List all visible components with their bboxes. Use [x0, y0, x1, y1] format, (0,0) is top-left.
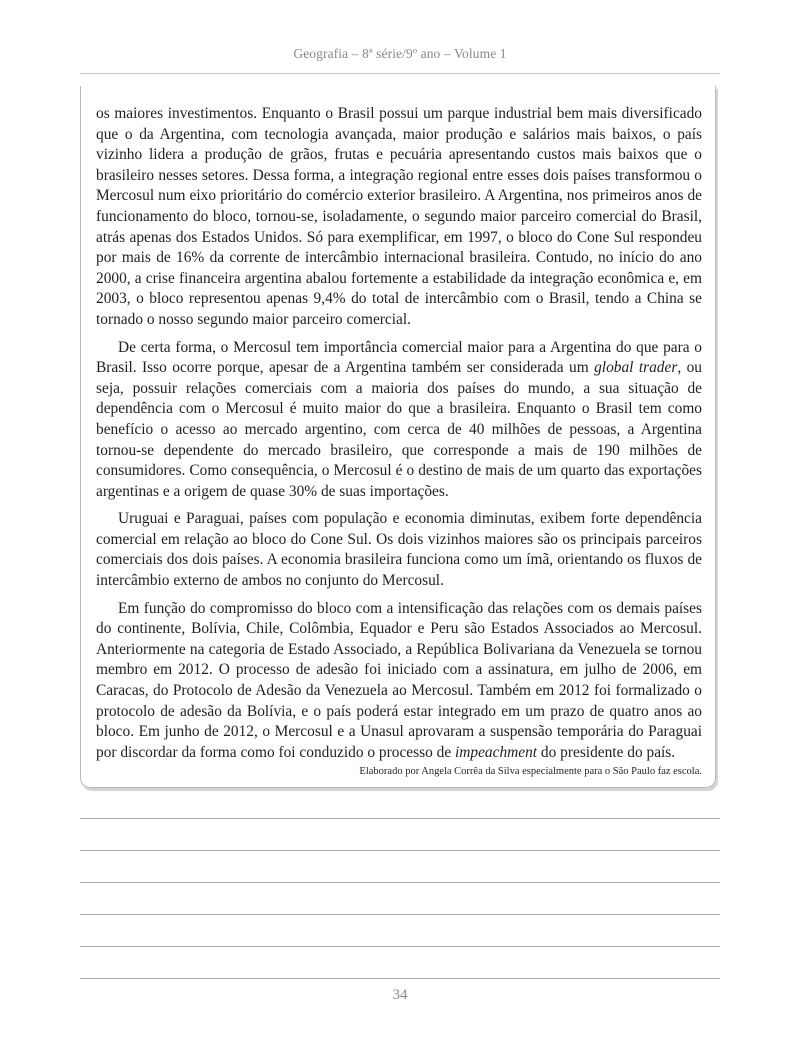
paragraph-4 — [96, 599, 702, 764]
paragraph-4-emphasis: impeachment — [455, 743, 538, 761]
answer-line[interactable] — [80, 978, 720, 979]
answer-line[interactable] — [80, 818, 720, 819]
header-rule — [80, 73, 720, 74]
paragraph-2 — [96, 338, 702, 503]
source-credit: Elaborado por Angela Corrêa da Silva especialmente para o São Paulo faz escola. — [359, 766, 702, 777]
answer-lines — [80, 818, 720, 1010]
paragraph-2-emphasis: global trader — [594, 359, 678, 377]
paragraph-2-text-b: , ou seja, possuir relações comerciais com a maioria dos países do mundo, a sua situação de dependência com o Mercosul é muito maior do que a brasileira. Enquanto o Brasil tem como benefício o acesso ao mercado argentino, com cerca de 40 milhões de pessoas, a Argentina tornou-se dependente do mercado brasileiro, que corresponde a mais de 190 milhões de consumidores. Como consequência, o Mercosul é o destino de mais de um quarto das exportações argentinas e a origem de quase 30% de suas importações. — [96, 359, 702, 500]
page-number: 34 — [392, 987, 408, 1003]
paragraph-1: os maiores investimentos. Enquanto o Brasil possui um parque industrial bem mais diversificado que o da Argentina, com tecnologia avançada, maior produção e salários mais baixos, o país vizinho lidera a produção de grãos, frutas e pecuária apresentando custos mais baixos que o brasileiro nesses setores. Dessa forma, a integração regional entre esses dois países transformou o Mercosul num eixo prioritário do comércio exterior brasileiro. A Argentina, nos primeiros anos de funcionamento do bloco, tornou-se, isoladamente, o segundo maior parceiro comercial do Brasil, atrás apenas dos Estados Unidos. Só para exemplificar, em 1997, o bloco do Cone Sul respondeu por mais de 16% da corrente de intercâmbio internacional brasileira. Contudo, no início do ano 2000, a crise financeira argentina abalou fortemente a estabilidade da integração econômica e, em 2003, o bloco representou apenas 9,4% do total de intercâmbio com o Brasil, tendo a China se tornado o nosso segundo maior parceiro comercial. — [96, 105, 702, 328]
running-header: Geografia – 8ª série/9º ano – Volume 1 — [293, 46, 507, 61]
paragraph-4-text-a: Em função do compromisso do bloco com a intensificação das relações com os demais países do continente, Bolívia, Chile, Colômbia, Equador e Peru são Estados Associados ao Mercosul. Anteriormente na categoria de Estado Associado, a República Bolivariana da Venezuela se tornou membro em 2012. O processo de adesão foi iniciado com a assinatura, em julho de 2006, em Caracas, do Protocolo de Adesão da Venezuela ao Mercosul. Também em 2012 foi formalizado o protocolo de adesão da Bolívia, e o país poderá estar integrado em um prazo de quatro anos ao bloco. Em junho de 2012, o Mercosul e a Unasul aprovaram a suspensão temporária do Paraguai por discordar da forma como foi conduzido o processo de — [96, 599, 702, 761]
paragraph-3: Uruguai e Paraguai, países com população e economia diminutas, exibem forte dependência comercial em relação ao bloco do Cone Sul. Os dois vizinhos maiores são os principais parceiros comerciais dos dois países. A economia brasileira funciona como um ímã, orientando os fluxos de intercâmbio externo de ambos no conjunto do Mercosul. — [96, 510, 702, 590]
paragraph-4-text-b: do presidente do país. — [537, 743, 676, 761]
answer-line[interactable] — [80, 914, 720, 915]
article-text — [96, 104, 702, 770]
answer-line[interactable] — [80, 882, 720, 883]
paragraph-2-text-a: De certa forma, o Mercosul tem importância comercial maior para a Argentina do que para o Brasil. Isso ocorre porque, apesar de a Argentina também ser considerada um — [96, 338, 702, 377]
answer-line[interactable] — [80, 946, 720, 947]
answer-line[interactable] — [80, 850, 720, 851]
